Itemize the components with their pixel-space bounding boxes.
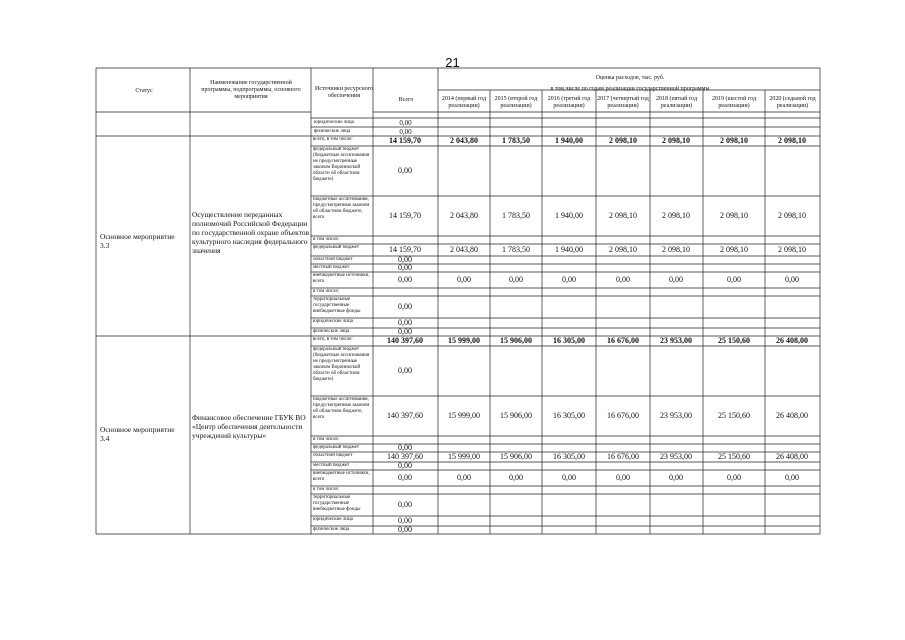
block2-year-cell: 26 408,00 <box>776 411 808 420</box>
block1-year-cell: 2 043,80 <box>450 211 478 220</box>
block2-total-cell: 0,00 <box>398 473 412 482</box>
block2-year-cell: 16 676,00 <box>607 452 639 461</box>
source-label: юридические лица <box>314 120 354 125</box>
block1-year-cell: 2 098,10 <box>609 136 637 145</box>
header-total: Всего <box>398 97 414 103</box>
block2-year-cell: 16 305,00 <box>553 336 585 345</box>
block2-year-cell: 15 999,00 <box>448 336 480 345</box>
block2-year-cell: 23 953,00 <box>660 336 692 345</box>
block2-year-cell: 0,00 <box>727 473 741 482</box>
header-by-years: в том числе по годам реализации государственной программы <box>550 86 710 92</box>
block1-total-cell: 0,00 <box>398 318 412 327</box>
block1-source-label: федеральный бюджет <box>313 245 360 250</box>
block2-year-cell: 25 150,60 <box>718 411 750 420</box>
block1-year-cell: 2 098,10 <box>778 245 806 254</box>
block2-total-cell: 0,00 <box>398 366 412 375</box>
block2-total-cell: 0,00 <box>398 443 412 452</box>
block1-source-label: физические лица <box>313 329 350 334</box>
block1-source-label: местный бюджет <box>313 265 350 270</box>
block2-year-cell: 23 953,00 <box>660 411 692 420</box>
block2-source-label: местный бюджет <box>313 463 350 468</box>
block1-source-label: федеральный бюджет (бюджетные ассигнования не предусмотренные законом Воронежской области об областном бюджете) <box>313 147 370 182</box>
block1-source-label: всего, в том числе: <box>313 137 353 142</box>
block1-total-cell: 14 159,70 <box>389 136 421 145</box>
block2-source-label: территориальные государственные внебюджетные фонды <box>313 495 361 512</box>
block2-source-label: внебюджетные источники, всего <box>313 471 370 482</box>
header-name: Наименование государственной программы, подпрограммы, основного мероприятия <box>201 80 301 101</box>
block1-name: Осуществление переданных полномочий Российской Федерации по государственной охране объектов культурного наследия федерального значения <box>192 210 310 255</box>
block2-status: Основное мероприятие 3.4 <box>100 425 175 444</box>
block1-total-cell: 14 159,70 <box>389 211 421 220</box>
block1-year-cell: 1 783,50 <box>502 245 530 254</box>
block1-source-label: территориальные государственные внебюджетные фонды <box>313 297 361 314</box>
block2-total-cell: 140 397,60 <box>387 336 423 345</box>
block2-total-cell: 0,00 <box>398 525 412 534</box>
block1-year-cell: 2 098,10 <box>720 211 748 220</box>
block1-source-label: в том числе: <box>313 237 340 242</box>
block1-source-label: внебюджетные источники, всего <box>313 273 370 284</box>
block2-year-cell: 0,00 <box>562 473 576 482</box>
block1-source-label: областной бюджет <box>313 257 353 262</box>
page-number: 21 <box>445 55 460 70</box>
block2-year-cell: 0,00 <box>509 473 523 482</box>
block1-total-cell: 0,00 <box>398 327 412 336</box>
block2-year-cell: 15 906,00 <box>500 411 532 420</box>
block1-total-cell: 0,00 <box>398 275 412 284</box>
block1-year-cell: 0,00 <box>562 275 576 284</box>
header-estimate: Оценка расходов, тыс. руб. <box>595 75 665 81</box>
year-header-2018: 2018 (пятый год реализации) <box>655 96 698 110</box>
source-label: физические лица <box>314 129 351 134</box>
block2-total-cell: 0,00 <box>398 500 412 509</box>
header-source: Источники ресурсного обеспечения <box>314 86 374 100</box>
block2-total-cell: 140 397,60 <box>387 411 423 420</box>
block2-total-cell: 0,00 <box>398 461 412 470</box>
year-header-2017: 2017 (четвертый год реализации) <box>597 96 649 110</box>
block1-year-cell: 2 043,80 <box>450 245 478 254</box>
block1-source-label: в том числе: <box>313 289 340 294</box>
block1-status: Основное мероприятие 3.3 <box>100 232 175 251</box>
block1-year-cell: 2 098,10 <box>662 136 690 145</box>
block1-year-cell: 2 043,80 <box>450 136 478 145</box>
block1-total-cell: 14 159,70 <box>389 245 421 254</box>
block2-source-label: федеральный бюджет <box>313 445 360 450</box>
block1-year-cell: 2 098,10 <box>662 245 690 254</box>
block2-source-label: областной бюджет <box>313 453 353 458</box>
block1-year-cell: 1 783,50 <box>502 211 530 220</box>
block1-year-cell: 0,00 <box>727 275 741 284</box>
block1-year-cell: 2 098,10 <box>609 245 637 254</box>
block1-total-cell: 0,00 <box>398 255 412 264</box>
block2-source-label: федеральный бюджет (бюджетные ассигнования не предусмотренные законом Воронежской области об областном бюджете) <box>313 347 370 382</box>
block1-year-cell: 0,00 <box>616 275 630 284</box>
year-header-2020: 2020 (седьмой год реализации) <box>769 96 816 110</box>
block2-year-cell: 23 953,00 <box>660 452 692 461</box>
block1-year-cell: 1 783,50 <box>502 136 530 145</box>
total-cell: 0,00 <box>399 128 412 136</box>
block1-year-cell: 1 940,00 <box>555 136 583 145</box>
block1-year-cell: 0,00 <box>785 275 799 284</box>
year-header-2014: 2014 (первый год реализации) <box>441 96 487 110</box>
block2-year-cell: 15 906,00 <box>500 336 532 345</box>
block2-source-label: юридические лица <box>313 517 353 522</box>
block1-year-cell: 2 098,10 <box>720 245 748 254</box>
year-header-2015: 2015 (второй год реализации) <box>494 96 538 110</box>
block2-year-cell: 26 408,00 <box>776 452 808 461</box>
block1-total-cell: 0,00 <box>398 263 412 272</box>
block2-year-cell: 16 676,00 <box>607 411 639 420</box>
year-header-2016: 2016 (третий год реализации) <box>547 96 591 110</box>
block1-year-cell: 2 098,10 <box>609 211 637 220</box>
block1-total-cell: 0,00 <box>398 302 412 311</box>
year-header-2019: 2019 (шестой год реализации) <box>711 96 757 110</box>
block1-total-cell: 0,00 <box>398 166 412 175</box>
block1-source-label: юридические лица <box>313 319 353 324</box>
block2-year-cell: 15 906,00 <box>500 452 532 461</box>
total-cell: 0,00 <box>399 119 412 127</box>
block2-name: Финансовое обеспечение ГБУК ВО «Центр обеспечения деятельности учреждений культуры» <box>192 413 306 440</box>
block2-total-cell: 0,00 <box>398 516 412 525</box>
block2-total-cell: 140 397,60 <box>387 452 423 461</box>
block2-year-cell: 16 676,00 <box>607 336 639 345</box>
block1-year-cell: 1 940,00 <box>555 211 583 220</box>
block2-year-cell: 0,00 <box>457 473 471 482</box>
block2-year-cell: 16 305,00 <box>553 411 585 420</box>
header-status: Статус <box>135 88 153 94</box>
block1-year-cell: 2 098,10 <box>720 136 748 145</box>
block1-source-label: бюджетные ассигнования, предусмотренные законом об областном бюджете, всего <box>313 197 370 220</box>
block1-year-cell: 0,00 <box>669 275 683 284</box>
block2-year-cell: 16 305,00 <box>553 452 585 461</box>
block1-year-cell: 0,00 <box>509 275 523 284</box>
block2-year-cell: 15 999,00 <box>448 452 480 461</box>
block2-source-label: физические лица <box>313 527 350 532</box>
block1-year-cell: 2 098,10 <box>662 211 690 220</box>
block2-source-label: в том числе: <box>313 437 340 442</box>
block2-year-cell: 26 408,00 <box>776 336 808 345</box>
block2-year-cell: 0,00 <box>616 473 630 482</box>
block2-year-cell: 0,00 <box>669 473 683 482</box>
block2-source-label: всего, в том числе: <box>313 337 353 342</box>
block2-year-cell: 15 999,00 <box>448 411 480 420</box>
block2-year-cell: 25 150,60 <box>718 452 750 461</box>
block2-year-cell: 25 150,60 <box>718 336 750 345</box>
block2-source-label: бюджетные ассигнования, предусмотренные законом об областном бюджете, всего <box>313 397 370 420</box>
block1-year-cell: 1 940,00 <box>555 245 583 254</box>
block2-source-label: в том числе: <box>313 487 340 492</box>
block1-year-cell: 0,00 <box>457 275 471 284</box>
block1-year-cell: 2 098,10 <box>778 211 806 220</box>
block1-year-cell: 2 098,10 <box>778 136 806 145</box>
block2-year-cell: 0,00 <box>785 473 799 482</box>
